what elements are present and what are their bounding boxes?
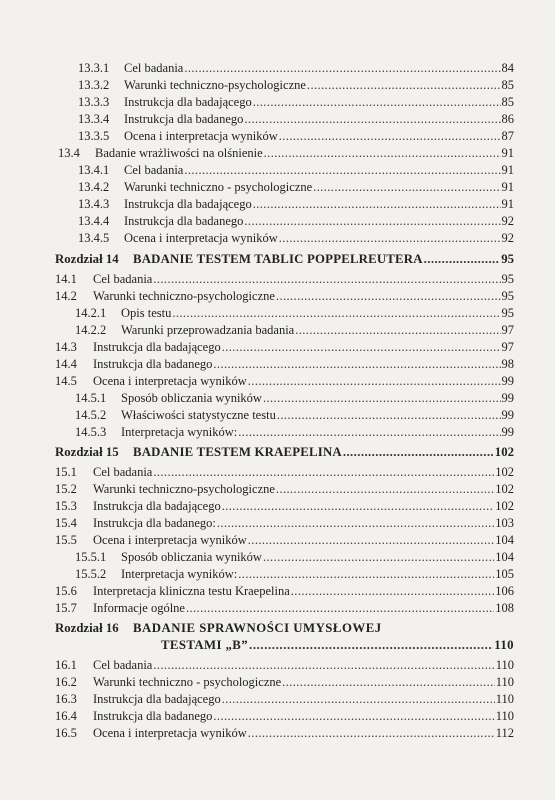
toc-entry-number: 14.3	[55, 340, 77, 354]
dot-leader	[222, 497, 495, 515]
dot-leader	[424, 250, 501, 268]
toc-entry-page: 85	[501, 95, 514, 109]
toc-entry	[0, 599, 514, 617]
toc-entry-page: 104	[495, 533, 514, 547]
toc-entry-title: Interpretacja wyników:	[121, 567, 238, 581]
toc-entry-page: 98	[501, 357, 514, 371]
toc-entry	[0, 690, 514, 708]
toc-entry-page: 92	[501, 214, 514, 228]
dot-leader	[277, 406, 501, 424]
toc-entry-title: Informacje ogólne	[93, 601, 185, 615]
toc-entry	[0, 514, 514, 532]
toc-entry-number: 16.1	[55, 658, 77, 672]
toc-entry	[0, 321, 514, 339]
toc-entry-number: 15.4	[55, 516, 77, 530]
toc-entry	[0, 76, 514, 94]
toc-entry	[0, 144, 514, 162]
toc-entry-title: Instrukcja dla badającego	[93, 692, 221, 706]
toc-entry-title: Właściwości statystyczne testu	[121, 408, 276, 422]
toc-entry-number: 14.5.2	[75, 408, 107, 422]
toc-entry-page: 92	[501, 231, 514, 245]
toc-entry-page: 102	[495, 465, 514, 479]
toc-entry	[0, 338, 514, 356]
toc-entry	[0, 707, 514, 725]
toc-entry-number: 16.3	[55, 692, 77, 706]
toc-entry	[0, 59, 514, 77]
chapter-number: Rozdział 16	[55, 621, 119, 635]
toc-entry	[0, 724, 514, 742]
toc-entry	[0, 355, 514, 373]
toc-entry-page: 112	[495, 726, 514, 740]
toc-entry-page: 99	[501, 408, 514, 422]
dot-leader	[184, 59, 500, 77]
toc-entry-number: 13.4	[58, 146, 80, 160]
dot-leader	[343, 443, 494, 461]
toc-entry	[0, 656, 514, 674]
toc-entry-title: Cel badania	[93, 658, 153, 672]
toc-entry-page: 110	[495, 658, 514, 672]
toc-entry	[0, 565, 514, 583]
toc-entry-number: 14.5.1	[75, 391, 107, 405]
dot-leader	[276, 480, 494, 498]
toc-entry-number: 13.4.1	[78, 163, 110, 177]
toc-entry-number: 15.7	[55, 601, 77, 615]
toc-entry-page: 91	[501, 146, 514, 160]
toc-entry-page: 86	[501, 112, 514, 126]
chapter-title: BADANIE TESTEM TABLIC POPPELREUTERA	[133, 252, 423, 266]
toc-entry-title: Warunki techniczno-psychologiczne	[124, 78, 306, 92]
chapter-page: 110	[494, 638, 514, 652]
toc-entry-number: 15.6	[55, 584, 77, 598]
toc-entry-number: 16.2	[55, 675, 77, 689]
toc-entry-title: Badanie wrażliwości na olśnienie	[95, 146, 263, 160]
dot-leader	[186, 599, 494, 617]
toc-entry-number: 13.4.3	[78, 197, 110, 211]
toc-entry-page: 95	[501, 289, 514, 303]
chapter-title: BADANIE TESTEM KRAEPELINA	[133, 445, 342, 459]
toc-entry-number: 14.4	[55, 357, 77, 371]
toc-entry	[0, 304, 514, 322]
dot-leader	[217, 514, 494, 532]
toc-entry-page: 110	[495, 675, 514, 689]
toc-entry-page: 91	[501, 163, 514, 177]
chapter-title-line2: TESTAMI „B”	[161, 638, 249, 652]
toc-entry	[0, 229, 514, 247]
toc-entry-page: 108	[495, 601, 514, 615]
toc-entry	[0, 212, 514, 230]
toc-entry-title: Warunki przeprowadzania badania	[121, 323, 295, 337]
dot-leader	[264, 144, 501, 162]
dot-leader	[263, 548, 494, 566]
dot-leader	[238, 423, 500, 441]
toc-entry-number: 13.3.2	[78, 78, 110, 92]
toc-entry-title: Ocena i interpretacja wyników	[93, 533, 247, 547]
dot-leader	[238, 565, 494, 583]
toc-entry-number: 15.5.1	[75, 550, 107, 564]
toc-entry-number: 14.2	[55, 289, 77, 303]
dot-leader	[213, 707, 494, 725]
toc-entry-number: 14.1	[55, 272, 77, 286]
toc-entry	[0, 531, 514, 549]
toc-entry	[0, 161, 514, 179]
toc-entry-title: Interpretacja kliniczna testu Kraepelina	[93, 584, 290, 598]
chapter-title: BADANIE SPRAWNOŚCI UMYSŁOWEJ	[133, 621, 382, 635]
toc-entry-title: Ocena i interpretacja wyników	[124, 129, 278, 143]
toc-entry-title: Ocena i interpretacja wyników	[124, 231, 278, 245]
dot-leader	[153, 270, 500, 288]
toc-entry-title: Sposób obliczania wyników	[121, 550, 262, 564]
toc-entry-title: Interpretacja wyników:	[121, 425, 238, 439]
dot-leader	[263, 389, 501, 407]
chapter-page: 102	[494, 445, 514, 459]
toc-entry-number: 15.2	[55, 482, 77, 496]
toc-entry-title: Opis testu	[121, 306, 172, 320]
chapter-page: 95	[501, 252, 514, 266]
toc-entry-title: Instrukcja dla badającego	[93, 499, 221, 513]
dot-leader	[295, 321, 500, 339]
toc-entry-number: 16.4	[55, 709, 77, 723]
toc-entry	[0, 582, 514, 600]
toc-entry-number: 13.3.1	[78, 61, 110, 75]
toc-entry	[0, 195, 514, 213]
toc-entry-page: 87	[501, 129, 514, 143]
toc-entry-page: 110	[495, 709, 514, 723]
toc-entry-number: 14.2.1	[75, 306, 107, 320]
toc-entry-title: Cel badania	[124, 61, 184, 75]
chapter-heading	[0, 619, 514, 637]
toc-entry-number: 16.5	[55, 726, 77, 740]
toc-entry-page: 99	[501, 425, 514, 439]
toc-entry-number: 15.5.2	[75, 567, 107, 581]
dot-leader	[222, 690, 495, 708]
dot-leader	[253, 195, 501, 213]
toc-entry	[0, 93, 514, 111]
toc-entry-title: Instrukcja dla badanego	[124, 214, 244, 228]
dot-leader	[279, 229, 501, 247]
chapter-heading-continuation	[161, 636, 514, 654]
toc-entry	[0, 548, 514, 566]
toc-entry-number: 13.3.5	[78, 129, 110, 143]
toc-entry-page: 99	[501, 374, 514, 388]
toc-entry-page: 99	[501, 391, 514, 405]
dot-leader	[153, 463, 494, 481]
dot-leader	[253, 93, 501, 111]
dot-leader	[222, 338, 501, 356]
toc-entry-title: Cel badania	[124, 163, 184, 177]
toc-entry-title: Warunki techniczno-psychologiczne	[93, 482, 275, 496]
toc-entry-number: 14.2.2	[75, 323, 107, 337]
chapter-number: Rozdział 15	[55, 445, 119, 459]
toc-entry	[0, 406, 514, 424]
toc-entry-title: Warunki techniczno - psychologiczne	[93, 675, 282, 689]
toc-entry-number: 13.4.2	[78, 180, 110, 194]
toc-entry	[0, 389, 514, 407]
toc-entry-title: Cel badania	[93, 272, 153, 286]
toc-entry-title: Instrukcja dla badanego	[93, 357, 213, 371]
toc-entry-page: 91	[501, 180, 514, 194]
toc-entry-page: 95	[501, 306, 514, 320]
dot-leader	[313, 178, 500, 196]
toc-entry-page: 110	[495, 692, 514, 706]
toc-entry-title: Instrukcja dla badanego	[124, 112, 244, 126]
chapter-number: Rozdział 14	[55, 252, 119, 266]
toc-entry-number: 13.4.5	[78, 231, 110, 245]
toc-entry-number: 13.3.3	[78, 95, 110, 109]
toc-entry	[0, 110, 514, 128]
toc-entry-page: 104	[495, 550, 514, 564]
toc-entry-title: Sposób obliczania wyników	[121, 391, 262, 405]
dot-leader	[153, 656, 494, 674]
dot-leader	[244, 110, 500, 128]
dot-leader	[282, 673, 495, 691]
toc-entry-title: Instrukcja dla badanego:	[93, 516, 216, 530]
toc-entry-title: Warunki techniczno - psychologiczne	[124, 180, 313, 194]
toc-entry-page: 84	[501, 61, 514, 75]
dot-leader	[184, 161, 500, 179]
dot-leader	[249, 636, 493, 654]
dot-leader	[248, 531, 494, 549]
toc-entry-number: 14.5.3	[75, 425, 107, 439]
chapter-heading	[0, 250, 514, 268]
toc-entry-number: 13.3.4	[78, 112, 110, 126]
dot-leader	[279, 127, 501, 145]
chapter-heading	[0, 443, 514, 461]
toc-entry-title: Instrukcja dla badającego	[124, 197, 252, 211]
toc-entry-page: 85	[501, 78, 514, 92]
toc-entry	[0, 178, 514, 196]
toc-entry-number: 14.5	[55, 374, 77, 388]
dot-leader	[248, 372, 501, 390]
toc-entry-page: 95	[501, 272, 514, 286]
toc-entry-title: Instrukcja dla badającego	[124, 95, 252, 109]
toc-entry-number: 15.1	[55, 465, 77, 479]
dot-leader	[248, 724, 495, 742]
toc-entry-page: 97	[501, 323, 514, 337]
toc-entry	[0, 270, 514, 288]
toc-entry	[0, 497, 514, 515]
toc-entry	[0, 372, 514, 390]
toc-entry	[0, 480, 514, 498]
toc-entry	[0, 423, 514, 441]
toc-entry-page: 102	[495, 482, 514, 496]
toc-entry	[0, 463, 514, 481]
dot-leader	[291, 582, 494, 600]
toc-entry-title: Warunki techniczno-psychologiczne	[93, 289, 275, 303]
dot-leader	[307, 76, 501, 94]
dot-leader	[244, 212, 500, 230]
toc-entry-page: 106	[495, 584, 514, 598]
toc-entry	[0, 287, 514, 305]
dot-leader	[213, 355, 500, 373]
toc-entry-page: 97	[501, 340, 514, 354]
toc-entry-page: 103	[495, 516, 514, 530]
toc-entry-title: Ocena i interpretacja wyników	[93, 726, 247, 740]
toc-entry-number: 13.4.4	[78, 214, 110, 228]
toc-entry-number: 15.5	[55, 533, 77, 547]
toc-entry-title: Cel badania	[93, 465, 153, 479]
toc-entry	[0, 127, 514, 145]
toc-entry-title: Instrukcja dla badającego	[93, 340, 221, 354]
toc-entry-page: 105	[495, 567, 514, 581]
toc-entry-page: 91	[501, 197, 514, 211]
toc-entry	[0, 673, 514, 691]
toc-entry-title: Instrukcja dla badanego	[93, 709, 213, 723]
dot-leader	[276, 287, 501, 305]
toc-entry-number: 15.3	[55, 499, 77, 513]
toc-entry-title: Ocena i interpretacja wyników	[93, 374, 247, 388]
toc-entry-page: 102	[495, 499, 514, 513]
dot-leader	[172, 304, 500, 322]
